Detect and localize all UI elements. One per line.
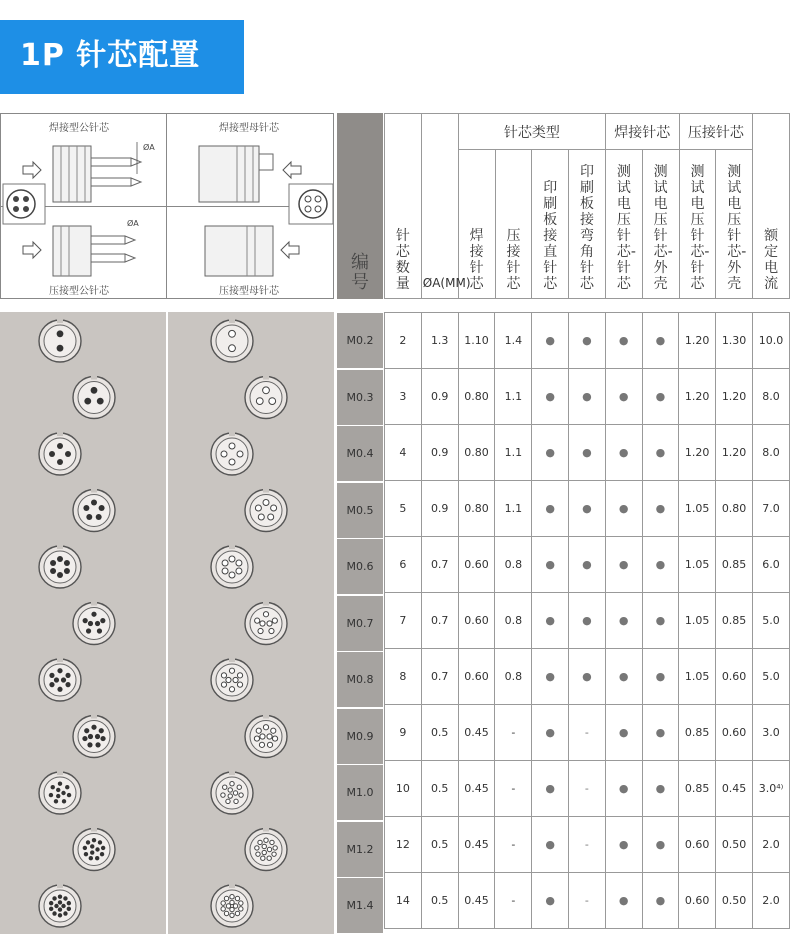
- female-pin-face-icon: [245, 375, 287, 419]
- cell-pcb_a: ●: [569, 313, 606, 369]
- cell-c1: 1.20: [679, 425, 716, 481]
- cell-cur: 5.0: [753, 649, 790, 705]
- cell-s2: ●: [642, 817, 679, 873]
- cell-a: 0.7: [421, 537, 458, 593]
- cell-cur: 3.0⁴⁾: [753, 761, 790, 817]
- cell-solder: 0.60: [458, 537, 495, 593]
- cell-cur: 6.0: [753, 537, 790, 593]
- cell-solder: 0.60: [458, 593, 495, 649]
- cell-a: 0.9: [421, 425, 458, 481]
- table-row: [385, 369, 790, 425]
- solder-male-label: 焊接型公针芯: [49, 123, 109, 134]
- svg-text:ØA: ØA: [143, 143, 155, 152]
- pcb-straight-header: 印刷板接直针芯: [532, 150, 569, 299]
- table-row: [385, 313, 790, 369]
- cell-c2: 0.85: [716, 593, 753, 649]
- male-pin-face-icon: [73, 714, 115, 758]
- cell-c1: 0.85: [679, 761, 716, 817]
- table-row: [385, 761, 790, 817]
- cell-n: 8: [385, 649, 422, 705]
- table-row: [385, 705, 790, 761]
- connector-drawings: [1, 114, 333, 298]
- table-row: [385, 873, 790, 929]
- female-pin-face-icon: [211, 770, 253, 814]
- cell-c1: 1.20: [679, 369, 716, 425]
- cell-s1: ●: [605, 705, 642, 761]
- cell-solder: 0.80: [458, 425, 495, 481]
- male-pin-face-icon: [39, 318, 81, 362]
- female-pin-face-icon: [245, 714, 287, 758]
- cell-n: 14: [385, 873, 422, 929]
- cell-s1: ●: [605, 481, 642, 537]
- cell-pcb_s: ●: [532, 313, 569, 369]
- cell-crimp: 0.8: [495, 649, 532, 705]
- cell-a: 0.5: [421, 817, 458, 873]
- code-cell: M1.4: [337, 878, 383, 933]
- cell-c1: 1.05: [679, 593, 716, 649]
- code-cell: M1.0: [337, 765, 383, 820]
- cell-c1: 1.05: [679, 537, 716, 593]
- solder-pin-group-header: 焊接针芯: [605, 114, 679, 150]
- test-voltage-solder-pin-shell-header: 测试电压针芯-外壳: [642, 150, 679, 299]
- cell-crimp: 0.8: [495, 537, 532, 593]
- cell-solder: 0.80: [458, 369, 495, 425]
- cell-n: 5: [385, 481, 422, 537]
- solder-female-label: 焊接型母针芯: [219, 123, 279, 134]
- cell-a: 1.3: [421, 313, 458, 369]
- male-pin-face-icon: [39, 883, 81, 927]
- table-row: [385, 425, 790, 481]
- cell-pcb_a: -: [569, 873, 606, 929]
- cell-c2: 0.80: [716, 481, 753, 537]
- cell-s2: ●: [642, 481, 679, 537]
- cell-crimp: 1.1: [495, 425, 532, 481]
- cell-a: 0.5: [421, 761, 458, 817]
- male-pin-face-icon: [73, 375, 115, 419]
- cell-s1: ●: [605, 649, 642, 705]
- cell-a: 0.9: [421, 369, 458, 425]
- crimp-female-label: 压接型母针芯: [219, 286, 279, 297]
- cell-pcb_s: ●: [532, 425, 569, 481]
- cell-c2: 0.60: [716, 649, 753, 705]
- cell-pcb_s: ●: [532, 761, 569, 817]
- cell-a: 0.5: [421, 873, 458, 929]
- code-cell: M0.9: [337, 709, 383, 764]
- cell-crimp: 1.1: [495, 369, 532, 425]
- code-column: [337, 312, 383, 934]
- table-row: [385, 537, 790, 593]
- female-pin-face-icon: [211, 657, 253, 701]
- spec-data-table: [384, 312, 790, 929]
- cell-c2: 1.20: [716, 369, 753, 425]
- code-cell: M0.4: [337, 426, 383, 481]
- female-pin-face-icon: [211, 544, 253, 588]
- female-pin-face-icon: [211, 431, 253, 475]
- cell-n: 12: [385, 817, 422, 873]
- cell-n: 9: [385, 705, 422, 761]
- male-front-view: [3, 184, 45, 224]
- cell-cur: 2.0: [753, 817, 790, 873]
- code-cell: M0.7: [337, 596, 383, 651]
- code-cell: M0.3: [337, 370, 383, 425]
- cell-cur: 5.0: [753, 593, 790, 649]
- test-voltage-crimp-pin-pin-header: 测试电压针芯-针芯: [679, 150, 716, 299]
- cell-s1: ●: [605, 425, 642, 481]
- pin-layout-panel: [0, 312, 334, 934]
- cell-pcb_s: ●: [532, 537, 569, 593]
- table-row: [385, 593, 790, 649]
- cell-c2: 1.20: [716, 425, 753, 481]
- cell-crimp: -: [495, 817, 532, 873]
- cell-s2: ●: [642, 593, 679, 649]
- cell-crimp: 1.1: [495, 481, 532, 537]
- cell-c1: 0.85: [679, 705, 716, 761]
- rated-current-header: 额定电流: [753, 114, 790, 299]
- cell-crimp: 1.4: [495, 313, 532, 369]
- cell-s1: ●: [605, 761, 642, 817]
- male-pin-face-icon: [39, 657, 81, 701]
- cell-n: 2: [385, 313, 422, 369]
- diameter-header: ØA(MM): [421, 114, 458, 299]
- cell-pcb_a: ●: [569, 537, 606, 593]
- cell-pcb_a: -: [569, 817, 606, 873]
- cell-crimp: -: [495, 761, 532, 817]
- cell-cur: 2.0: [753, 873, 790, 929]
- cell-n: 7: [385, 593, 422, 649]
- female-pin-face-icon: [245, 601, 287, 645]
- cell-s1: ●: [605, 313, 642, 369]
- test-voltage-solder-pin-pin-header: 测试电压针芯-针芯: [605, 150, 642, 299]
- cell-s2: ●: [642, 313, 679, 369]
- cell-a: 0.7: [421, 593, 458, 649]
- code-cell: M0.5: [337, 483, 383, 538]
- cell-c1: 1.05: [679, 481, 716, 537]
- code-cell: M0.2: [337, 313, 383, 368]
- cell-c1: 0.60: [679, 817, 716, 873]
- crimp-male-label: 压接型公针芯: [49, 286, 109, 297]
- table-row: [385, 817, 790, 873]
- cell-s2: ●: [642, 761, 679, 817]
- cell-n: 6: [385, 537, 422, 593]
- cell-s2: ●: [642, 369, 679, 425]
- cell-n: 10: [385, 761, 422, 817]
- cell-s1: ●: [605, 593, 642, 649]
- cell-cur: 3.0: [753, 705, 790, 761]
- test-voltage-crimp-pin-shell-header: 测试电压针芯-外壳: [716, 150, 753, 299]
- cell-a: 0.7: [421, 649, 458, 705]
- cell-s2: ●: [642, 649, 679, 705]
- cell-n: 4: [385, 425, 422, 481]
- cell-s1: ●: [605, 369, 642, 425]
- cell-pcb_s: ●: [532, 593, 569, 649]
- cell-c2: 1.30: [716, 313, 753, 369]
- cell-s2: ●: [642, 425, 679, 481]
- solder-pin-header: 焊接针芯: [458, 150, 495, 299]
- pin-count-header: 针芯数量: [385, 114, 422, 299]
- cell-pcb_a: ●: [569, 425, 606, 481]
- cell-c1: 0.60: [679, 873, 716, 929]
- cell-pcb_a: -: [569, 705, 606, 761]
- table-row: [385, 481, 790, 537]
- cell-pcb_a: -: [569, 761, 606, 817]
- cell-c2: 0.50: [716, 873, 753, 929]
- code-cell: M0.8: [337, 652, 383, 707]
- cell-c2: 0.85: [716, 537, 753, 593]
- cell-solder: 0.80: [458, 481, 495, 537]
- female-pin-face-icon: [211, 318, 253, 362]
- cell-solder: 0.45: [458, 873, 495, 929]
- cell-s2: ●: [642, 537, 679, 593]
- female-pin-face-icon: [211, 883, 253, 927]
- spec-header-table: [384, 113, 790, 299]
- pcb-angle-header: 印刷板接弯角针芯: [569, 150, 606, 299]
- code-cell: M0.6: [337, 539, 383, 594]
- crimp-pin-group-header: 压接针芯: [679, 114, 753, 150]
- crimp-pin-header: 压接针芯: [495, 150, 532, 299]
- cell-pcb_s: ●: [532, 817, 569, 873]
- title-banner: [0, 20, 244, 94]
- code-cell: M1.2: [337, 822, 383, 877]
- cell-solder: 1.10: [458, 313, 495, 369]
- crimp-male-pin-drawing: [23, 218, 139, 276]
- connector-diagram: [0, 113, 334, 299]
- cell-c1: 1.20: [679, 313, 716, 369]
- female-front-view: [289, 184, 333, 224]
- pin-type-header: 针芯类型: [458, 114, 605, 150]
- cell-pcb_s: ●: [532, 873, 569, 929]
- cell-pcb_a: ●: [569, 369, 606, 425]
- table-row: [385, 649, 790, 705]
- cell-solder: 0.45: [458, 705, 495, 761]
- page-title: 1P 针芯配置: [20, 38, 201, 73]
- code-header-label: 编号: [351, 252, 369, 293]
- cell-pcb_a: ●: [569, 593, 606, 649]
- cell-cur: 10.0: [753, 313, 790, 369]
- cell-s1: ●: [605, 817, 642, 873]
- cell-pcb_s: ●: [532, 369, 569, 425]
- cell-c2: 0.60: [716, 705, 753, 761]
- cell-c1: 1.05: [679, 649, 716, 705]
- cell-pcb_s: ●: [532, 649, 569, 705]
- male-pin-face-icon: [39, 770, 81, 814]
- cell-s1: ●: [605, 537, 642, 593]
- male-pin-face-icon: [39, 544, 81, 588]
- cell-s2: ●: [642, 705, 679, 761]
- cell-a: 0.5: [421, 705, 458, 761]
- cell-solder: 0.60: [458, 649, 495, 705]
- cell-s2: ●: [642, 873, 679, 929]
- male-pin-face-icon: [39, 431, 81, 475]
- cell-c2: 0.50: [716, 817, 753, 873]
- female-pin-face-icon: [245, 827, 287, 871]
- male-pin-face-icon: [73, 601, 115, 645]
- male-pin-face-icon: [73, 827, 115, 871]
- cell-solder: 0.45: [458, 817, 495, 873]
- pin-face-drawings: [0, 312, 334, 934]
- cell-pcb_s: ●: [532, 705, 569, 761]
- cell-cur: 7.0: [753, 481, 790, 537]
- crimp-female-pin-drawing: [205, 226, 299, 276]
- cell-n: 3: [385, 369, 422, 425]
- male-pin-face-icon: [73, 488, 115, 532]
- cell-s1: ●: [605, 873, 642, 929]
- solder-female-pin-drawing: [199, 146, 301, 202]
- cell-pcb_a: ●: [569, 649, 606, 705]
- cell-c2: 0.45: [716, 761, 753, 817]
- cell-crimp: -: [495, 873, 532, 929]
- female-pin-face-icon: [245, 488, 287, 532]
- code-header: [337, 113, 383, 299]
- cell-crimp: -: [495, 705, 532, 761]
- cell-a: 0.9: [421, 481, 458, 537]
- cell-cur: 8.0: [753, 369, 790, 425]
- cell-cur: 8.0: [753, 425, 790, 481]
- cell-crimp: 0.8: [495, 593, 532, 649]
- cell-pcb_s: ●: [532, 481, 569, 537]
- cell-pcb_a: ●: [569, 481, 606, 537]
- cell-solder: 0.45: [458, 761, 495, 817]
- svg-text:ØA: ØA: [127, 219, 139, 228]
